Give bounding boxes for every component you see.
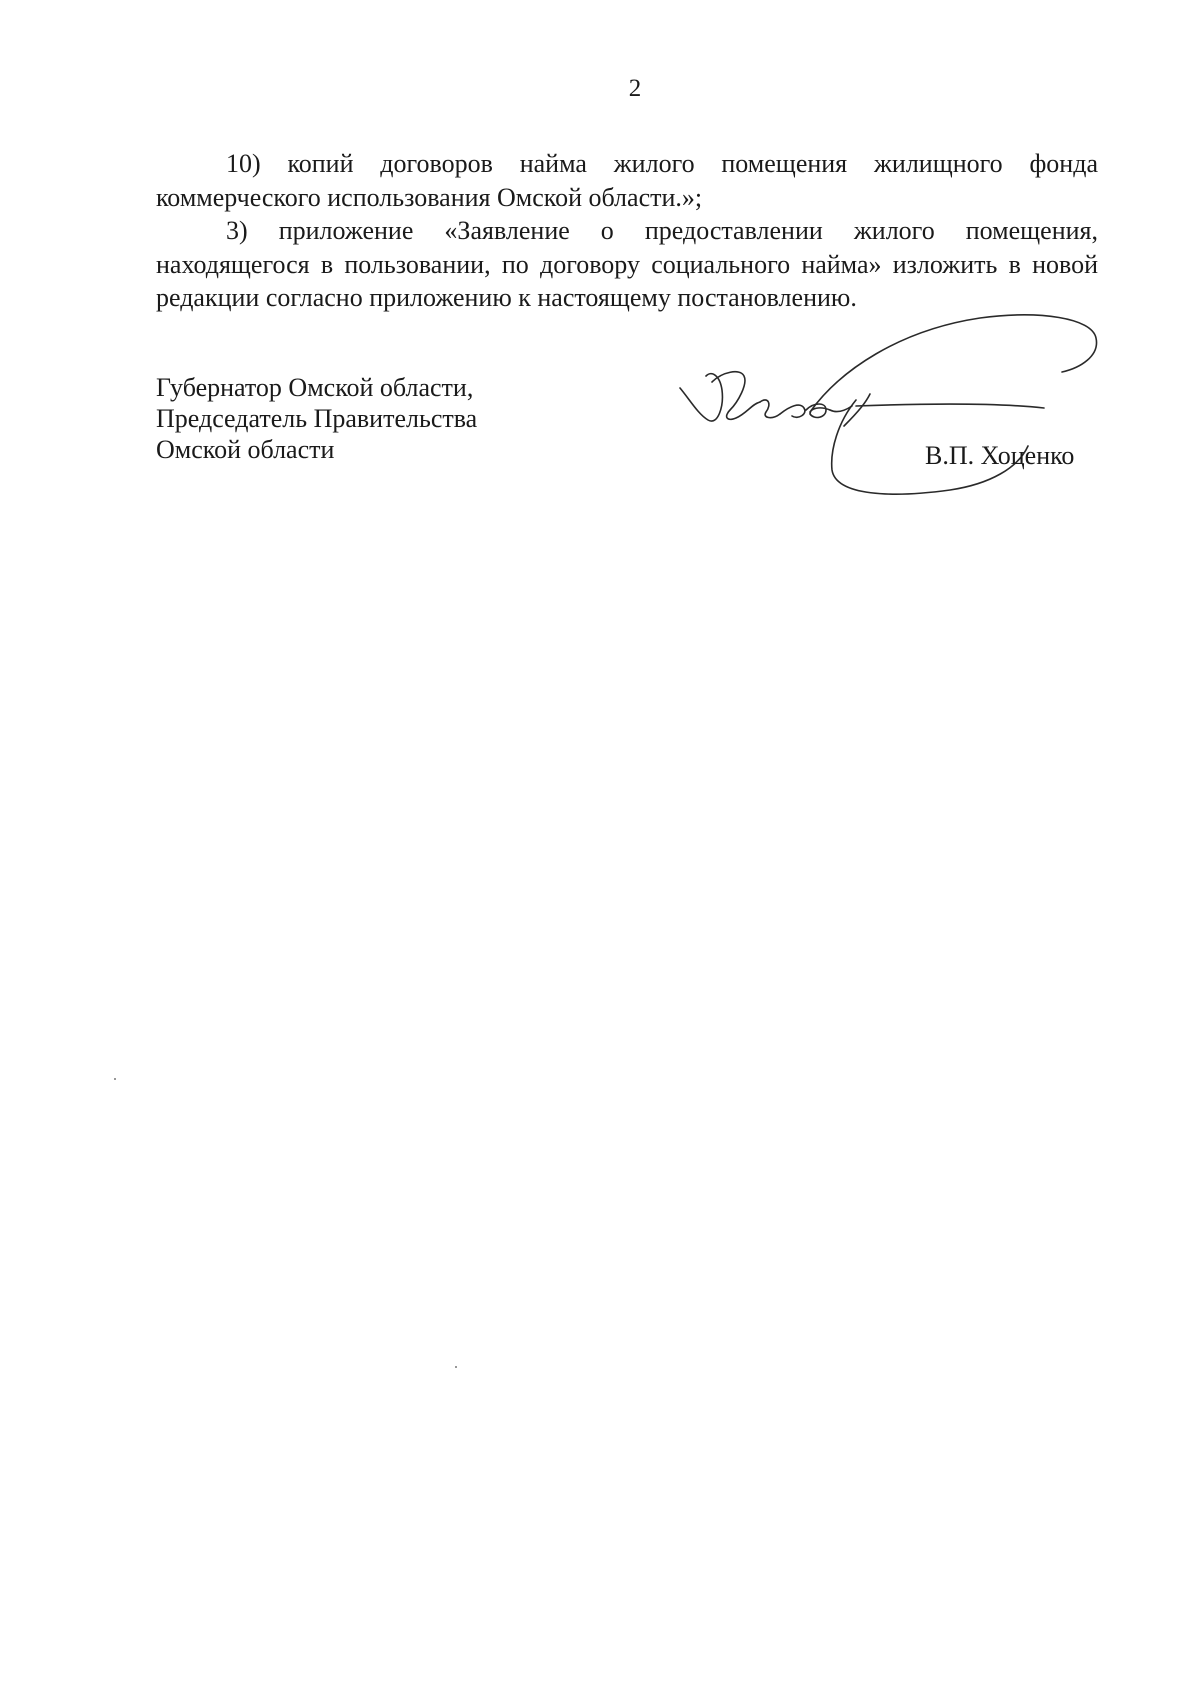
- body-text: [156, 147, 1098, 315]
- paragraph-item-10: 10) копий договоров найма жилого помещения жилищного фонда коммерческого использования Омской области.»;: [156, 149, 1098, 212]
- page-number: 2: [628, 75, 642, 102]
- signatory-title-line: Омской области: [156, 435, 335, 464]
- paragraph-item-3: 3) приложение «Заявление о предоставлении жилого помещения, находящегося в пользовании, по договору социального найма» изложить в новой редакции согласно приложению к настоящему постановлению.: [156, 216, 1098, 312]
- signatory-title-line: Губернатор Омской области,: [156, 373, 474, 402]
- scan-speck: [455, 1366, 457, 1368]
- signatory-title-line: Председатель Правительства: [156, 404, 478, 433]
- signatory-title: [156, 372, 477, 465]
- signer-name: В.П. Хоценко: [925, 441, 1075, 470]
- scan-speck: [114, 1078, 116, 1080]
- handwritten-signature: [660, 310, 1120, 540]
